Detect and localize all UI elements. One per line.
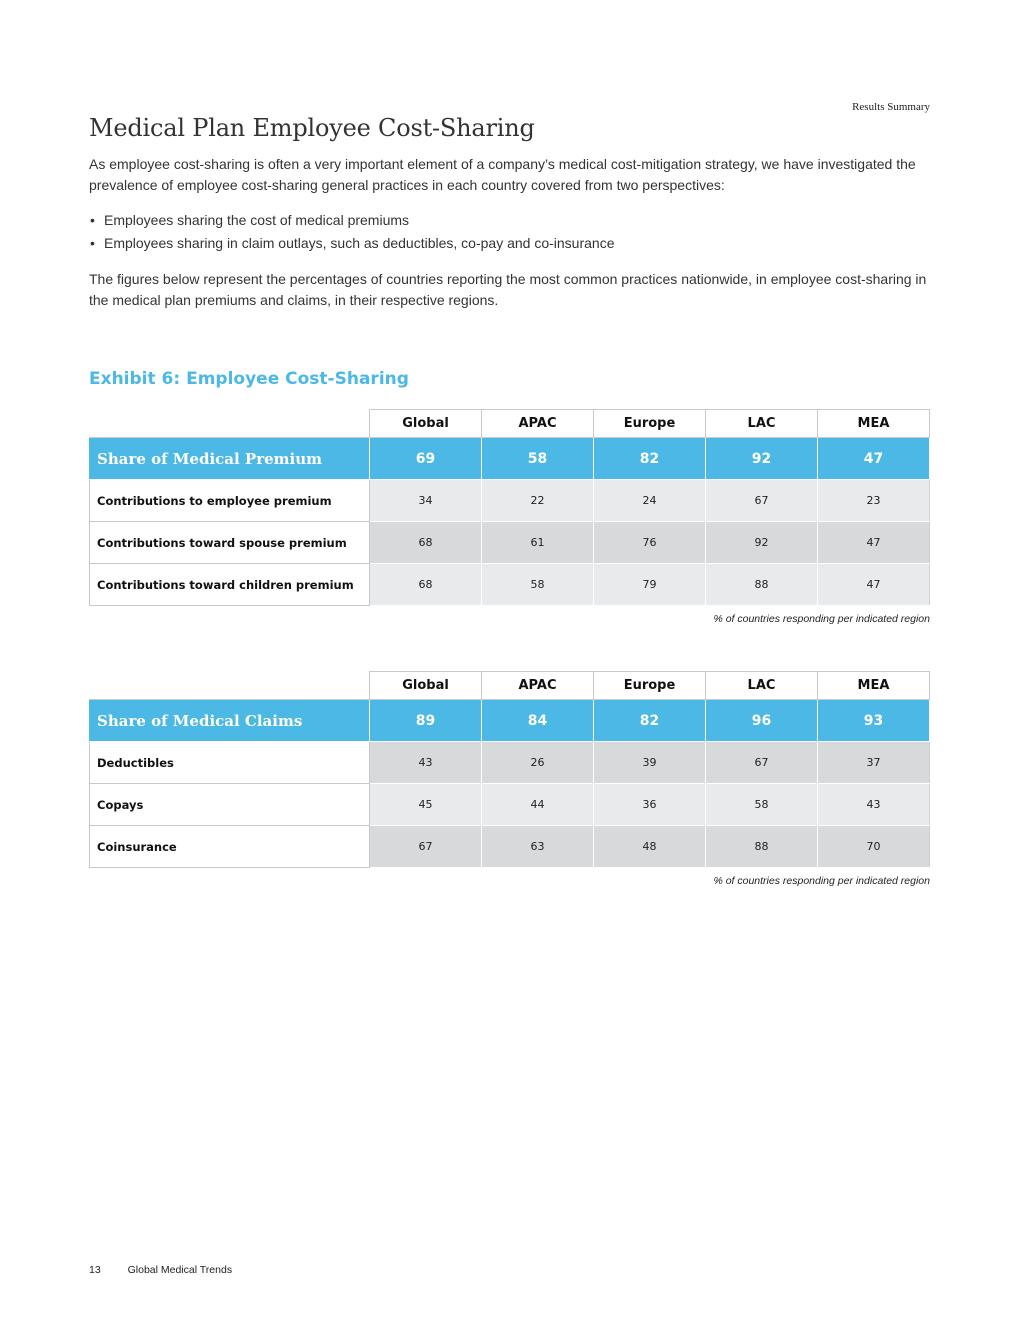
column-header-apac: APAC	[482, 410, 594, 438]
column-header-europe: Europe	[594, 410, 706, 438]
cell-value: 88	[706, 564, 818, 606]
corner-cell	[90, 672, 370, 700]
table-row	[90, 522, 930, 564]
cell-value: 39	[594, 742, 706, 784]
row-label: Copays	[90, 784, 370, 826]
page-title: Medical Plan Employee Cost-Sharing	[89, 114, 535, 142]
column-header-mea: MEA	[818, 672, 930, 700]
summary-label: Share of Medical Claims	[90, 700, 370, 742]
summary-value: 89	[370, 700, 482, 742]
table-footnote: % of countries responding per indicated region	[713, 875, 930, 887]
row-label: Coinsurance	[90, 826, 370, 868]
section-label: Results Summary	[852, 101, 930, 113]
summary-value: 93	[818, 700, 930, 742]
column-header-mea: MEA	[818, 410, 930, 438]
summary-value: 82	[594, 438, 706, 480]
cell-value: 67	[370, 826, 482, 868]
page-footer	[89, 1264, 232, 1276]
summary-label: Share of Medical Premium	[90, 438, 370, 480]
cell-value: 63	[482, 826, 594, 868]
explanation-paragraph: The figures below represent the percentages of countries reporting the most common practices nationwide, in employee cost-sharing in the medical plan premiums and claims, in their respective regions.	[89, 271, 927, 308]
summary-row	[90, 700, 930, 742]
cell-value: 37	[818, 742, 930, 784]
header-row	[90, 410, 930, 438]
summary-row	[90, 438, 930, 480]
summary-value: 92	[706, 438, 818, 480]
row-label: Deductibles	[90, 742, 370, 784]
exhibit-title: Exhibit 6: Employee Cost-Sharing	[89, 369, 409, 389]
cell-value: 68	[370, 564, 482, 606]
table-row	[90, 742, 930, 784]
column-header-lac: LAC	[706, 410, 818, 438]
column-header-global: Global	[370, 410, 482, 438]
summary-value: 84	[482, 700, 594, 742]
table-row	[90, 564, 930, 606]
bullet-item: • Employees sharing the cost of medical premiums	[89, 209, 615, 232]
document-title: Global Medical Trends	[127, 1264, 233, 1276]
header-row	[90, 672, 930, 700]
cell-value: 48	[594, 826, 706, 868]
cell-value: 23	[818, 480, 930, 522]
cell-value: 36	[594, 784, 706, 826]
cell-value: 22	[482, 480, 594, 522]
bullet-list	[89, 209, 615, 255]
bullet-item: • Employees sharing in claim outlays, such as deductibles, co-pay and co-insurance	[89, 232, 615, 255]
cell-value: 58	[706, 784, 818, 826]
cell-value: 47	[818, 522, 930, 564]
cell-value: 70	[818, 826, 930, 868]
column-header-global: Global	[370, 672, 482, 700]
page-number: 13	[89, 1264, 101, 1276]
cell-value: 88	[706, 826, 818, 868]
cell-value: 92	[706, 522, 818, 564]
cell-value: 43	[818, 784, 930, 826]
summary-value: 58	[482, 438, 594, 480]
cell-value: 47	[818, 564, 930, 606]
cell-value: 24	[594, 480, 706, 522]
table-row	[90, 826, 930, 868]
summary-value: 69	[370, 438, 482, 480]
cell-value: 34	[370, 480, 482, 522]
table-row	[90, 480, 930, 522]
cell-value: 43	[370, 742, 482, 784]
cell-value: 67	[706, 742, 818, 784]
cell-value: 79	[594, 564, 706, 606]
cell-value: 44	[482, 784, 594, 826]
cell-value: 68	[370, 522, 482, 564]
cell-value: 58	[482, 564, 594, 606]
cell-value: 61	[482, 522, 594, 564]
corner-cell	[90, 410, 370, 438]
column-header-apac: APAC	[482, 672, 594, 700]
summary-value: 96	[706, 700, 818, 742]
cell-value: 45	[370, 784, 482, 826]
table-row	[90, 784, 930, 826]
claims-table	[89, 671, 930, 868]
column-header-europe: Europe	[594, 672, 706, 700]
table-footnote: % of countries responding per indicated region	[713, 613, 930, 625]
row-label: Contributions to employee premium	[90, 480, 370, 522]
cell-value: 26	[482, 742, 594, 784]
summary-value: 82	[594, 700, 706, 742]
row-label: Contributions toward spouse premium	[90, 522, 370, 564]
cell-value: 76	[594, 522, 706, 564]
summary-value: 47	[818, 438, 930, 480]
cell-value: 67	[706, 480, 818, 522]
row-label: Contributions toward children premium	[90, 564, 370, 606]
column-header-lac: LAC	[706, 672, 818, 700]
premium-table	[89, 409, 930, 606]
intro-paragraph: As employee cost-sharing is often a very important element of a company’s medical cost-mitigation strategy, we have investigated the prevalence of employee cost-sharing general practices in each country covered from two perspectives:	[89, 156, 916, 193]
